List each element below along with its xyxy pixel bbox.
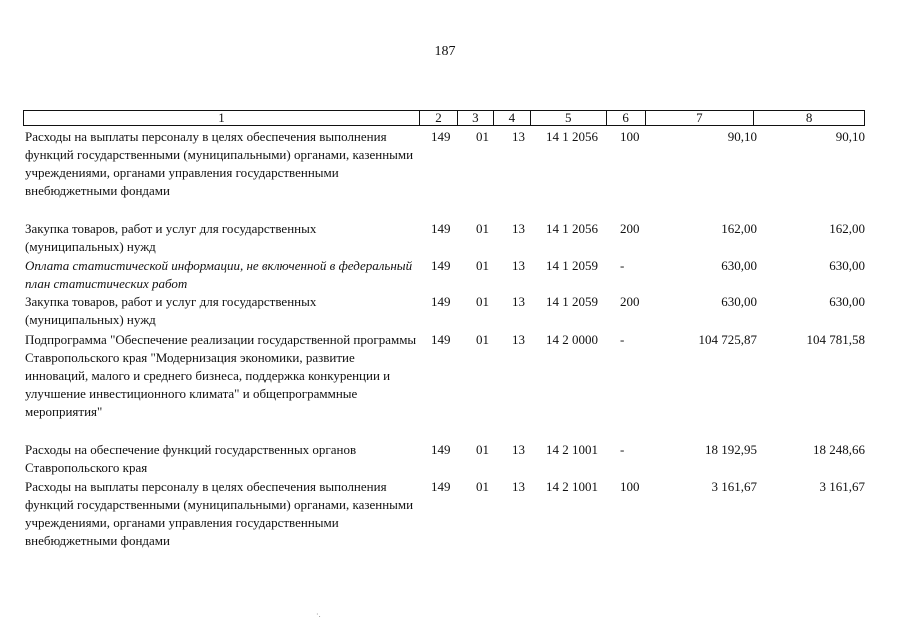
cell-expense-type: - [620,332,625,347]
cell-sum-8: 3 161,67 [819,479,865,494]
column-header-8: 8 [805,110,813,125]
column-header-4: 4 [494,111,531,125]
cell-target-article: 14 2 1001 [546,479,598,494]
cell-target-article: 14 1 2059 [546,294,598,309]
row-description: Закупка товаров, работ и услуг для государственных (муниципальных) нужд [25,221,317,254]
cell-section: 01 [476,442,489,457]
row-description: Закупка товаров, работ и услуг для государственных (муниципальных) нужд [25,294,317,327]
cell-sum-8: 90,10 [835,129,865,144]
row-description: Расходы на выплаты персоналу в целях обеспечения выполнения функций государственными (муниципальными) органами, казенными учреждениями, органами управления государственными внебюджетными фондами [25,129,414,198]
cell-subsection: 13 [512,332,525,347]
cell-section: 01 [476,258,489,273]
column-header-3: 3 [458,111,494,125]
cell-sum-7: 162,00 [721,221,757,236]
cell-grbs: 149 [431,221,451,236]
cell-grbs: 149 [431,129,451,144]
cell-target-article: 14 1 2056 [546,221,598,236]
cell-expense-type: - [620,258,625,273]
cell-subsection: 13 [512,479,525,494]
cell-subsection: 13 [512,442,525,457]
cell-sum-7: 3 161,67 [711,479,757,494]
cell-expense-type: - [620,442,625,457]
cell-grbs: 149 [431,332,451,347]
cell-subsection: 13 [512,258,525,273]
cell-expense-type: 100 [620,479,640,494]
column-header-2: 2 [420,111,458,125]
cell-section: 01 [476,221,489,236]
cell-subsection: 13 [512,221,525,236]
cell-sum-8: 630,00 [829,294,865,309]
cell-subsection: 13 [512,129,525,144]
cell-grbs: 149 [431,479,451,494]
cell-sum-7: 630,00 [721,258,757,273]
cell-sum-8: 162,00 [829,221,865,236]
cell-target-article: 14 1 2059 [546,258,598,273]
column-header-6: 6 [607,111,646,125]
column-header-1: 1 [24,111,420,125]
cell-sum-7: 104 725,87 [698,332,757,347]
row-description: Оплата статистической информации, не включенной в федеральный план статистических работ [25,258,413,291]
cell-grbs: 149 [431,442,451,457]
cell-expense-type: 200 [620,294,640,309]
cell-target-article: 14 1 2056 [546,129,598,144]
page-number: 187 [434,44,456,59]
cell-target-article: 14 2 1001 [546,442,598,457]
cell-sum-7: 630,00 [721,294,757,309]
column-header-7: 7 [646,111,755,125]
cell-expense-type: 100 [620,129,640,144]
cell-section: 01 [476,129,489,144]
cell-sum-8: 630,00 [829,258,865,273]
cell-grbs: 149 [431,294,451,309]
cell-sum-8: 104 781,58 [806,332,865,347]
stray-mark: ·. [316,610,321,619]
cell-expense-type: 200 [620,221,640,236]
cell-target-article: 14 2 0000 [546,332,598,347]
table-header [23,110,865,126]
cell-section: 01 [476,332,489,347]
cell-sum-8: 18 248,66 [813,442,865,457]
cell-grbs: 149 [431,258,451,273]
cell-subsection: 13 [512,294,525,309]
column-header-5: 5 [531,111,607,125]
cell-section: 01 [476,479,489,494]
cell-sum-7: 90,10 [727,129,757,144]
cell-section: 01 [476,294,489,309]
cell-sum-7: 18 192,95 [705,442,757,457]
row-description: Расходы на выплаты персоналу в целях обеспечения выполнения функций государственными (муниципальными) органами, казенными учреждениями, органами управления государственными внебюджетными фондами [25,479,414,548]
row-description: Расходы на обеспечение функций государственных органов Ставропольского края [25,442,357,475]
row-description: Подпрограмма "Обеспечение реализации государственной программы Ставропольского края "Модернизация экономики, развитие инноваций, малого и среднего бизнеса, поддержка конкуренции и улучшение инвестиционного климата" и общепрограммные мероприятия" [25,332,417,419]
